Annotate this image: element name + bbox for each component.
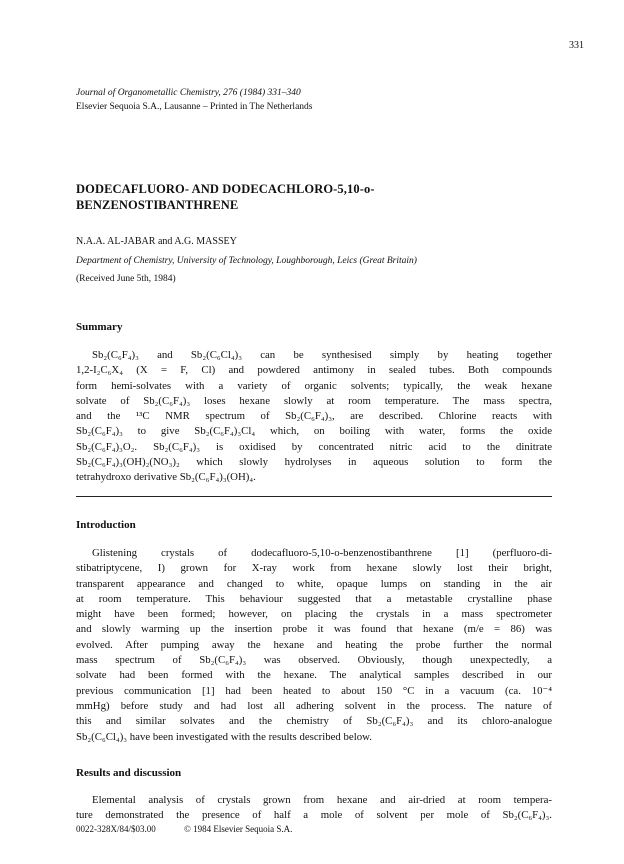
introduction-line: Glistening crystals of dodecafluoro-5,10-o-benzenostibanthrene [1] (perfluoro-di-: [92, 547, 552, 559]
summary-heading: Summary: [76, 321, 123, 333]
summary-line: Sb₂(C₆F₄)₃ to give Sb₂(C₆F₄)₃Cl₄ which, on boiling with water, forms the oxide: [76, 425, 552, 438]
summary-line: Sb₂(C₆F₄)₃ and Sb₂(C₆Cl₄)₃ can be synthesised simply by heating together: [92, 349, 552, 361]
summary-line: Sb₂(C₆F₄)₃(OH)₂(NO₃)₂ which slowly hydrolyses in aqueous solution to form the: [76, 456, 552, 469]
introduction-line: solvate had been formed with the hexane. The analytical samples described in our: [76, 669, 552, 682]
results-heading: Results and discussion: [76, 767, 182, 779]
received-date: (Received June 5th, 1984): [76, 274, 176, 284]
summary-rule: [76, 496, 552, 497]
page-footer: [76, 824, 318, 834]
affiliation: Department of Chemistry, University of Technology, Loughborough, Leics (Great Britain): [76, 256, 417, 266]
summary-paragraph: [76, 348, 552, 486]
introduction-line: and slowly warming up the insertion probe it was found that hexane (m/e = 86) was: [76, 623, 552, 636]
introduction-heading: Introduction: [76, 519, 136, 531]
summary-line: form hemi-solvates with a variety of organic solvents; typically, the weak hexane: [76, 379, 552, 392]
footer-copyright: © 1984 Elsevier Sequoia S.A.: [184, 824, 293, 834]
summary-line: tetrahydroxo derivative Sb₂(C₆F₄)₃(OH)₄.: [76, 471, 256, 484]
introduction-line: transparent appearance and changed to white, opaque lumps on standing in the air: [76, 577, 552, 590]
title-line-1: DODECAFLUORO- AND DODECACHLORO-5,10-o-: [76, 182, 375, 196]
summary-line: and the ¹³C NMR spectrum of Sb₂(C₆F₄)₃, are described. Chlorine reacts with: [76, 410, 552, 423]
results-line: ture demonstrated the presence of half a mole of solvent per mole of Sb₂(C₆F₄)₃.: [76, 809, 552, 822]
introduction-line: this and similar solvates and the chemistry of Sb₂(C₆F₄)₃ and its chloro-analogue: [76, 715, 552, 728]
introduction-line: at room temperature. This behaviour suggested that a metastable crystalline phase: [76, 592, 552, 605]
introduction-line: evolved. After pumping away the hexane and heating the probe further the normal: [76, 638, 552, 651]
journal-header: [76, 86, 312, 114]
introduction-line: stibatriptycene, I) grown for X-ray work from hexane slowly lost their bright,: [76, 562, 552, 575]
introduction-line: might have been formed; however, on placing the crystals in a mass spectrometer: [76, 608, 552, 621]
introduction-line: Sb₂(C₆Cl₄)₃ have been investigated with the results described below.: [76, 730, 372, 743]
results-line: Elemental analysis of crystals grown from hexane and air-dried at room tempera-: [92, 794, 552, 806]
introduction-line: mass spectrum of Sb₂(C₆F₄)₃ was observed. Obviously, though unexpectedly, a: [76, 654, 552, 667]
summary-line: Sb₂(C₆F₄)₃O₂. Sb₂(C₆F₄)₃ is oxidised by concentrated nitric acid to the dinitrate: [76, 440, 552, 453]
authors: N.A.A. AL-JABAR and A.G. MASSEY: [76, 236, 237, 247]
title-line-2: BENZENOSTIBANTHRENE: [76, 198, 239, 212]
summary-line: 1,2-I₂C₆X₄ (X = F, Cl) and powdered antimony in sealed tubes. Both compounds: [76, 364, 552, 377]
introduction-line: mmHg) before study and had lost all adhering solvent in the process. The nature of: [76, 699, 552, 712]
introduction-paragraph: [76, 546, 552, 745]
results-paragraph: [76, 793, 552, 824]
paper-title: [76, 181, 536, 213]
introduction-line: previous communication [1] had been heated to about 150 °C in a vacuum (ca. 10⁻⁴: [76, 684, 552, 697]
journal-citation: Journal of Organometallic Chemistry, 276 (1984) 331–340: [76, 88, 301, 98]
journal-publisher: Elsevier Sequoia S.A., Lausanne – Printed in The Netherlands: [76, 102, 313, 112]
footer-code: 0022-328X/84/$03.00: [76, 824, 156, 834]
summary-line: solvate of Sb₂(C₆F₄)₃ loses hexane slowly at room temperature. The mass spectra,: [76, 394, 552, 407]
page-number: 331: [569, 40, 584, 51]
